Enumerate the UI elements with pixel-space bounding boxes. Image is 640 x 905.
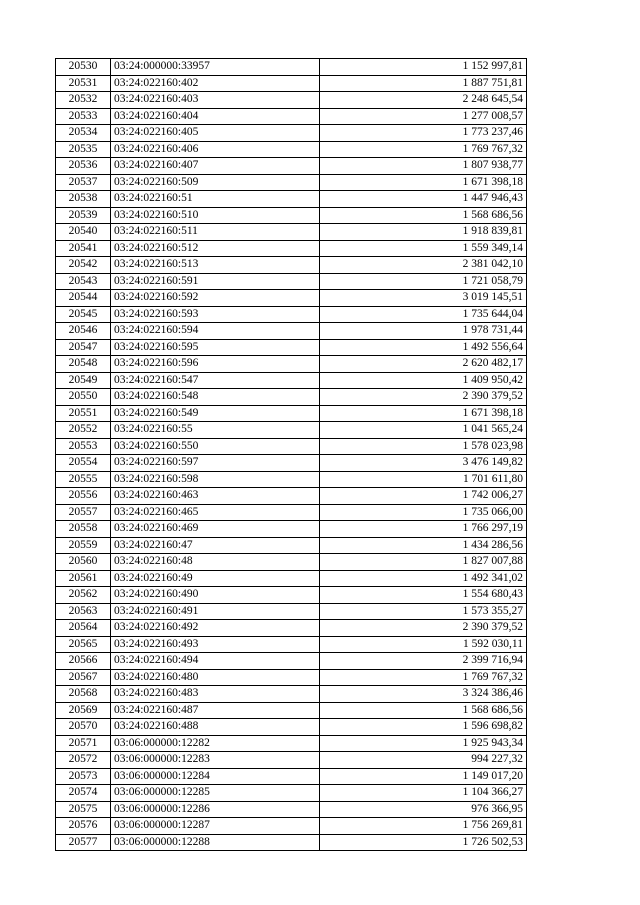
row-number-cell: 20564 (56, 620, 111, 637)
value-cell: 1 918 839,81 (320, 224, 527, 241)
row-number-cell: 20566 (56, 653, 111, 670)
row-number-cell: 20553 (56, 438, 111, 455)
value-cell: 994 227,32 (320, 752, 527, 769)
table-row (56, 669, 527, 686)
table-row (56, 504, 527, 521)
value-cell: 1 978 731,44 (320, 323, 527, 340)
table-row (56, 686, 527, 703)
table-row (56, 405, 527, 422)
table-row (56, 339, 527, 356)
value-cell: 1 559 349,14 (320, 240, 527, 257)
table-row (56, 158, 527, 175)
table-row (56, 834, 527, 851)
value-cell: 1 742 006,27 (320, 488, 527, 505)
table-row (56, 224, 527, 241)
table-row (56, 455, 527, 472)
cadastral-number-cell: 03:24:022160:490 (111, 587, 320, 604)
cadastral-number-cell: 03:24:022160:596 (111, 356, 320, 373)
table-row (56, 735, 527, 752)
row-number-cell: 20576 (56, 818, 111, 835)
value-cell: 1 735 644,04 (320, 306, 527, 323)
row-number-cell: 20550 (56, 389, 111, 406)
value-cell: 3 476 149,82 (320, 455, 527, 472)
table-row (56, 174, 527, 191)
cadastral-number-cell: 03:24:022160:493 (111, 636, 320, 653)
value-cell: 3 324 386,46 (320, 686, 527, 703)
cadastral-number-cell: 03:24:022160:47 (111, 537, 320, 554)
cadastral-number-cell: 03:06:000000:12285 (111, 785, 320, 802)
value-cell: 1 277 008,57 (320, 108, 527, 125)
cadastral-number-cell: 03:06:000000:12286 (111, 801, 320, 818)
table-row (56, 719, 527, 736)
value-cell: 1 492 556,64 (320, 339, 527, 356)
row-number-cell: 20551 (56, 405, 111, 422)
value-cell: 1 807 938,77 (320, 158, 527, 175)
cadastral-number-cell: 03:24:022160:403 (111, 92, 320, 109)
value-cell: 1 104 366,27 (320, 785, 527, 802)
value-cell: 1 568 686,56 (320, 702, 527, 719)
table-row (56, 141, 527, 158)
table-row (56, 471, 527, 488)
table-row (56, 801, 527, 818)
cadastral-number-cell: 03:06:000000:12284 (111, 768, 320, 785)
table-row (56, 323, 527, 340)
value-cell: 1 568 686,56 (320, 207, 527, 224)
value-cell: 976 366,95 (320, 801, 527, 818)
cadastral-number-cell: 03:24:022160:492 (111, 620, 320, 637)
table-row (56, 603, 527, 620)
row-number-cell: 20568 (56, 686, 111, 703)
data-table (55, 58, 527, 851)
value-cell: 1 578 023,98 (320, 438, 527, 455)
row-number-cell: 20575 (56, 801, 111, 818)
table-row (56, 488, 527, 505)
cadastral-number-cell: 03:24:000000:33957 (111, 59, 320, 76)
value-cell: 1 671 398,18 (320, 405, 527, 422)
row-number-cell: 20541 (56, 240, 111, 257)
row-number-cell: 20571 (56, 735, 111, 752)
value-cell: 1 409 950,42 (320, 372, 527, 389)
table-row (56, 372, 527, 389)
table-row (56, 422, 527, 439)
row-number-cell: 20542 (56, 257, 111, 274)
table-row (56, 191, 527, 208)
row-number-cell: 20569 (56, 702, 111, 719)
cadastral-number-cell: 03:24:022160:597 (111, 455, 320, 472)
value-cell: 3 019 145,51 (320, 290, 527, 307)
row-number-cell: 20563 (56, 603, 111, 620)
table-row (56, 438, 527, 455)
cadastral-number-cell: 03:24:022160:509 (111, 174, 320, 191)
value-cell: 1 671 398,18 (320, 174, 527, 191)
table-row (56, 273, 527, 290)
table-row (56, 537, 527, 554)
table-row (56, 785, 527, 802)
value-cell: 1 701 611,80 (320, 471, 527, 488)
value-cell: 1 925 943,34 (320, 735, 527, 752)
cadastral-number-cell: 03:06:000000:12282 (111, 735, 320, 752)
row-number-cell: 20559 (56, 537, 111, 554)
table-row (56, 636, 527, 653)
value-cell: 1 554 680,43 (320, 587, 527, 604)
cadastral-number-cell: 03:24:022160:405 (111, 125, 320, 142)
cadastral-number-cell: 03:24:022160:49 (111, 570, 320, 587)
cadastral-number-cell: 03:24:022160:55 (111, 422, 320, 439)
table-row (56, 587, 527, 604)
cadastral-number-cell: 03:24:022160:598 (111, 471, 320, 488)
cadastral-number-cell: 03:24:022160:510 (111, 207, 320, 224)
cadastral-number-cell: 03:24:022160:465 (111, 504, 320, 521)
cadastral-number-cell: 03:24:022160:488 (111, 719, 320, 736)
table-row (56, 768, 527, 785)
value-cell: 1 447 946,43 (320, 191, 527, 208)
cadastral-number-cell: 03:06:000000:12288 (111, 834, 320, 851)
cadastral-number-cell: 03:24:022160:483 (111, 686, 320, 703)
cadastral-number-cell: 03:24:022160:406 (111, 141, 320, 158)
cadastral-number-cell: 03:24:022160:469 (111, 521, 320, 538)
value-cell: 1 596 698,82 (320, 719, 527, 736)
row-number-cell: 20560 (56, 554, 111, 571)
value-cell: 1 492 341,02 (320, 570, 527, 587)
cadastral-number-cell: 03:24:022160:463 (111, 488, 320, 505)
table-row (56, 207, 527, 224)
cadastral-number-cell: 03:24:022160:513 (111, 257, 320, 274)
cadastral-number-cell: 03:24:022160:404 (111, 108, 320, 125)
cadastral-number-cell: 03:24:022160:407 (111, 158, 320, 175)
value-cell: 2 390 379,52 (320, 389, 527, 406)
table-body (56, 59, 527, 851)
table-row (56, 75, 527, 92)
row-number-cell: 20548 (56, 356, 111, 373)
table-row (56, 702, 527, 719)
row-number-cell: 20570 (56, 719, 111, 736)
row-number-cell: 20554 (56, 455, 111, 472)
row-number-cell: 20577 (56, 834, 111, 851)
value-cell: 1 827 007,88 (320, 554, 527, 571)
row-number-cell: 20531 (56, 75, 111, 92)
table-row (56, 356, 527, 373)
value-cell: 1 769 767,32 (320, 141, 527, 158)
value-cell: 1 773 237,46 (320, 125, 527, 142)
row-number-cell: 20543 (56, 273, 111, 290)
value-cell: 1 592 030,11 (320, 636, 527, 653)
cadastral-number-cell: 03:24:022160:487 (111, 702, 320, 719)
cadastral-number-cell: 03:24:022160:548 (111, 389, 320, 406)
row-number-cell: 20547 (56, 339, 111, 356)
row-number-cell: 20552 (56, 422, 111, 439)
table-row (56, 306, 527, 323)
value-cell: 1 756 269,81 (320, 818, 527, 835)
cadastral-number-cell: 03:24:022160:549 (111, 405, 320, 422)
row-number-cell: 20532 (56, 92, 111, 109)
row-number-cell: 20530 (56, 59, 111, 76)
value-cell: 1 041 565,24 (320, 422, 527, 439)
cadastral-number-cell: 03:24:022160:402 (111, 75, 320, 92)
table-row (56, 653, 527, 670)
cadastral-number-cell: 03:24:022160:491 (111, 603, 320, 620)
row-number-cell: 20533 (56, 108, 111, 125)
table-row (56, 108, 527, 125)
value-cell: 1 726 502,53 (320, 834, 527, 851)
cadastral-number-cell: 03:06:000000:12283 (111, 752, 320, 769)
value-cell: 2 399 716,94 (320, 653, 527, 670)
cadastral-number-cell: 03:24:022160:511 (111, 224, 320, 241)
table-row (56, 389, 527, 406)
value-cell: 1 152 997,81 (320, 59, 527, 76)
row-number-cell: 20556 (56, 488, 111, 505)
row-number-cell: 20545 (56, 306, 111, 323)
value-cell: 1 769 767,32 (320, 669, 527, 686)
row-number-cell: 20573 (56, 768, 111, 785)
row-number-cell: 20565 (56, 636, 111, 653)
row-number-cell: 20536 (56, 158, 111, 175)
value-cell: 1 887 751,81 (320, 75, 527, 92)
table-row (56, 92, 527, 109)
cadastral-number-cell: 03:24:022160:550 (111, 438, 320, 455)
row-number-cell: 20562 (56, 587, 111, 604)
value-cell: 2 381 042,10 (320, 257, 527, 274)
table-row (56, 570, 527, 587)
cadastral-number-cell: 03:24:022160:480 (111, 669, 320, 686)
value-cell: 2 390 379,52 (320, 620, 527, 637)
value-cell: 1 434 286,56 (320, 537, 527, 554)
table-row (56, 620, 527, 637)
cadastral-number-cell: 03:24:022160:594 (111, 323, 320, 340)
row-number-cell: 20561 (56, 570, 111, 587)
value-cell: 2 248 645,54 (320, 92, 527, 109)
table-row (56, 818, 527, 835)
value-cell: 1 573 355,27 (320, 603, 527, 620)
row-number-cell: 20555 (56, 471, 111, 488)
table-row (56, 59, 527, 76)
row-number-cell: 20534 (56, 125, 111, 142)
row-number-cell: 20549 (56, 372, 111, 389)
cadastral-number-cell: 03:24:022160:592 (111, 290, 320, 307)
row-number-cell: 20567 (56, 669, 111, 686)
row-number-cell: 20557 (56, 504, 111, 521)
cadastral-number-cell: 03:24:022160:48 (111, 554, 320, 571)
table-row (56, 290, 527, 307)
cadastral-number-cell: 03:24:022160:494 (111, 653, 320, 670)
row-number-cell: 20572 (56, 752, 111, 769)
table-row (56, 752, 527, 769)
row-number-cell: 20538 (56, 191, 111, 208)
cadastral-number-cell: 03:24:022160:591 (111, 273, 320, 290)
row-number-cell: 20558 (56, 521, 111, 538)
cadastral-number-cell: 03:24:022160:547 (111, 372, 320, 389)
row-number-cell: 20540 (56, 224, 111, 241)
value-cell: 1 721 058,79 (320, 273, 527, 290)
cadastral-number-cell: 03:24:022160:512 (111, 240, 320, 257)
cadastral-number-cell: 03:24:022160:51 (111, 191, 320, 208)
row-number-cell: 20539 (56, 207, 111, 224)
row-number-cell: 20574 (56, 785, 111, 802)
table-row (56, 554, 527, 571)
value-cell: 1 735 066,00 (320, 504, 527, 521)
value-cell: 1 766 297,19 (320, 521, 527, 538)
row-number-cell: 20535 (56, 141, 111, 158)
row-number-cell: 20537 (56, 174, 111, 191)
value-cell: 1 149 017,20 (320, 768, 527, 785)
cadastral-number-cell: 03:24:022160:595 (111, 339, 320, 356)
cadastral-number-cell: 03:06:000000:12287 (111, 818, 320, 835)
row-number-cell: 20546 (56, 323, 111, 340)
table-row (56, 125, 527, 142)
row-number-cell: 20544 (56, 290, 111, 307)
table-row (56, 240, 527, 257)
cadastral-number-cell: 03:24:022160:593 (111, 306, 320, 323)
value-cell: 2 620 482,17 (320, 356, 527, 373)
table-row (56, 521, 527, 538)
table-row (56, 257, 527, 274)
